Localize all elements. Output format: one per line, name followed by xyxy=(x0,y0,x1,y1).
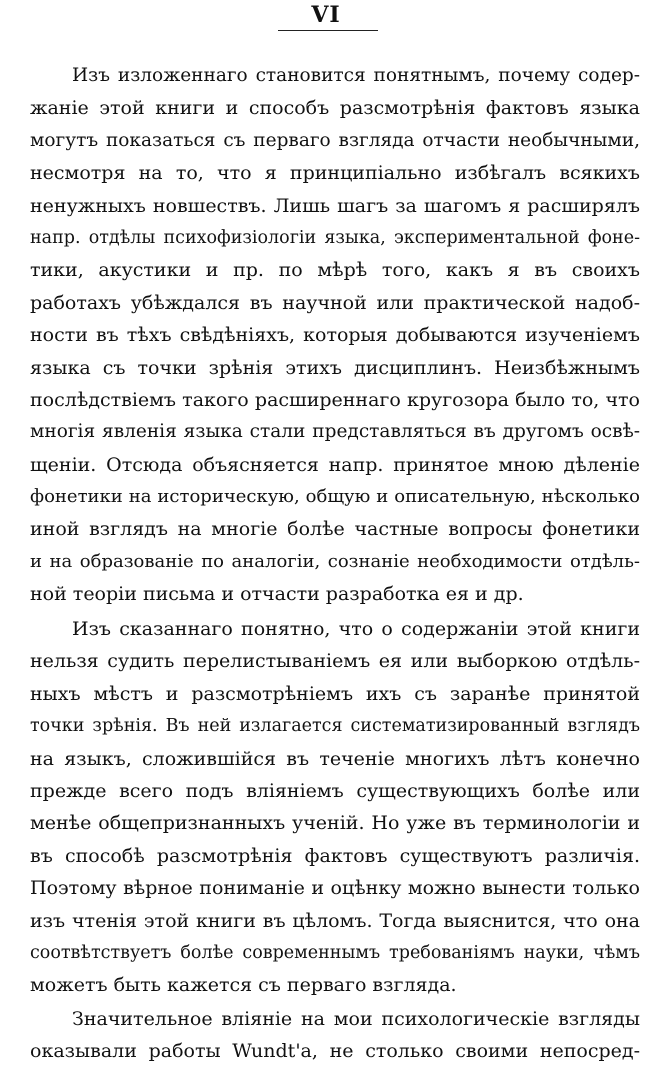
text-line: прежде всего подъ вліяніемъ существующихъ болѣе или xyxy=(30,779,640,802)
text-line: Изъ изложеннаго становится понятнымъ, почему содер- xyxy=(72,65,640,86)
text-line: могутъ показаться съ перваго взгляда отчасти необычными, xyxy=(30,129,640,151)
paragraph-1 xyxy=(30,60,640,611)
text-line: соотвѣтствуетъ болѣе современнымъ требованіямъ науки, чѣмъ xyxy=(30,942,640,963)
text-line: щеніи. Отсюда объясняется напр. принятое мною дѣленіе xyxy=(30,453,640,476)
text-line: Значительное вліяніе на мои психологическіе взгляды xyxy=(72,1008,640,1030)
text-line: ной теоріи письма и отчасти разработка ея и др. xyxy=(30,583,524,606)
text-line: ности въ тѣхъ свѣдѣніяхъ, которыя добываются изученіемъ xyxy=(30,324,640,347)
text-line: языка съ точки зрѣнія этихъ дисциплинъ. Неизбѣжнымъ xyxy=(30,356,640,379)
text-line: и на образованіе по аналогіи, сознаніе необходимости отдѣль- xyxy=(30,550,640,572)
text-line: ненужныхъ новшествъ. Лишь шагъ за шагомъ я расширялъ xyxy=(30,194,640,217)
text-line: жаніе этой книги и способъ разсмотрѣнія фактовъ языка xyxy=(30,97,640,120)
paragraph-2 xyxy=(30,613,640,1002)
text-line: напр. отдѣлы психофизіологіи языка, экспериментальной фоне- xyxy=(30,227,640,248)
text-line: работахъ убѣждался въ научной или практической надоб- xyxy=(30,291,640,314)
text-line: иной взглядъ на многіе болѣе частные вопросы фонетики xyxy=(30,518,640,541)
text-line: тики, акустики и пр. по мѣрѣ того, какъ я въ своихъ xyxy=(30,259,640,282)
text-line: Поэтому вѣрное пониманіе и оцѣнку можно вынести только xyxy=(30,877,640,900)
text-line: послѣдствіемъ такого расширеннаго кругозора было то, что xyxy=(30,388,640,411)
text-line: оказывали работы Wundt'a, не столько своими непосред- xyxy=(30,1040,640,1063)
text-line: точки зрѣнія. Въ ней излагается систематизированный взглядъ xyxy=(30,716,640,737)
text-line: ныхъ мѣстъ и разсмотрѣніемъ ихъ съ заранѣе принятой xyxy=(30,682,640,705)
paragraph-3 xyxy=(30,1003,640,1068)
text-line: на языкъ, сложившійся въ теченіе многихъ лѣтъ конечно xyxy=(30,747,640,770)
text-line: Изъ сказаннаго понятно, что о содержаніи этой книги xyxy=(72,618,640,640)
text-line: нельзя судить перелистываніемъ ея или выборкою отдѣль- xyxy=(30,650,640,673)
text-line: менѣе общепризнанныхъ ученій. Но уже въ терминологіи и xyxy=(30,812,640,835)
text-line: многія явленія языка стали представляться въ другомъ освѣ- xyxy=(30,421,640,443)
page-number: VI xyxy=(311,2,341,28)
text-line: изъ чтенія этой книги въ цѣломъ. Тогда выяснится, что она xyxy=(30,909,640,932)
text-line: несмотря на то, что я принципіально избѣгалъ всякихъ xyxy=(30,162,640,185)
header-rule xyxy=(278,30,378,31)
text-line: можетъ быть кажется съ перваго взгляда. xyxy=(30,974,457,997)
text-line: фонетики на историческую, общую и описательную, нѣсколько xyxy=(30,486,640,508)
text-line: въ способѣ разсмотрѣнія фактовъ существуютъ различія. xyxy=(30,844,640,867)
